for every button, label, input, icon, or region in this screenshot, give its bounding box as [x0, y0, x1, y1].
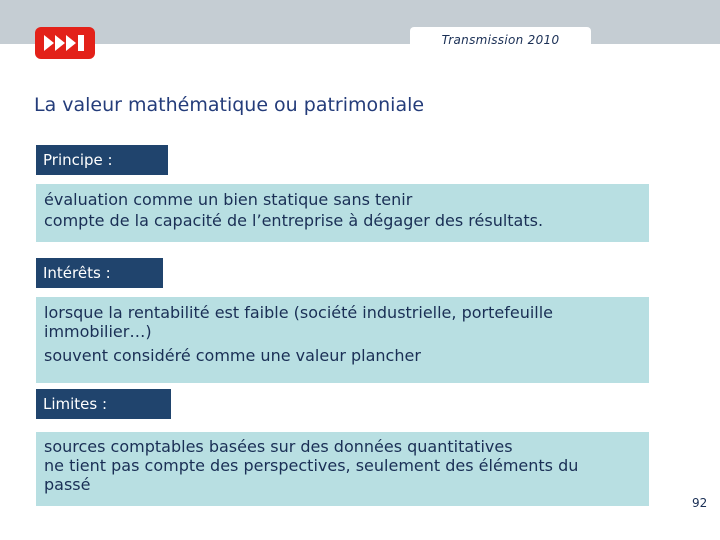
- section-label-principe: Principe :: [36, 145, 168, 175]
- section-line: évaluation comme un bien statique sans tenir: [44, 190, 413, 209]
- section-line: immobilier…): [44, 322, 152, 341]
- top-bar: [0, 0, 720, 44]
- page-number: 92: [692, 496, 708, 510]
- section-box-limites: [36, 432, 649, 506]
- section-box-principe: [36, 184, 649, 242]
- section-line: sources comptables basées sur des données quantitatives: [44, 437, 513, 456]
- section-line: compte de la capacité de l’entreprise à dégager des résultats.: [44, 211, 544, 230]
- fast-forward-logo-icon: [35, 27, 95, 59]
- section-label-interets: Intérêts :: [36, 258, 163, 288]
- section-line: souvent considéré comme une valeur plancher: [44, 346, 421, 365]
- page-title: La valeur mathématique ou patrimoniale: [34, 94, 425, 116]
- section-box-interets: [36, 297, 649, 383]
- section-line: lorsque la rentabilité est faible (société industrielle, portefeuille: [44, 303, 554, 322]
- header-tab: Transmission 2010: [410, 27, 591, 47]
- section-line: ne tient pas compte des perspectives, seulement des éléments du: [44, 456, 579, 475]
- section-label-limites: Limites :: [36, 389, 171, 419]
- section-line: passé: [44, 475, 91, 494]
